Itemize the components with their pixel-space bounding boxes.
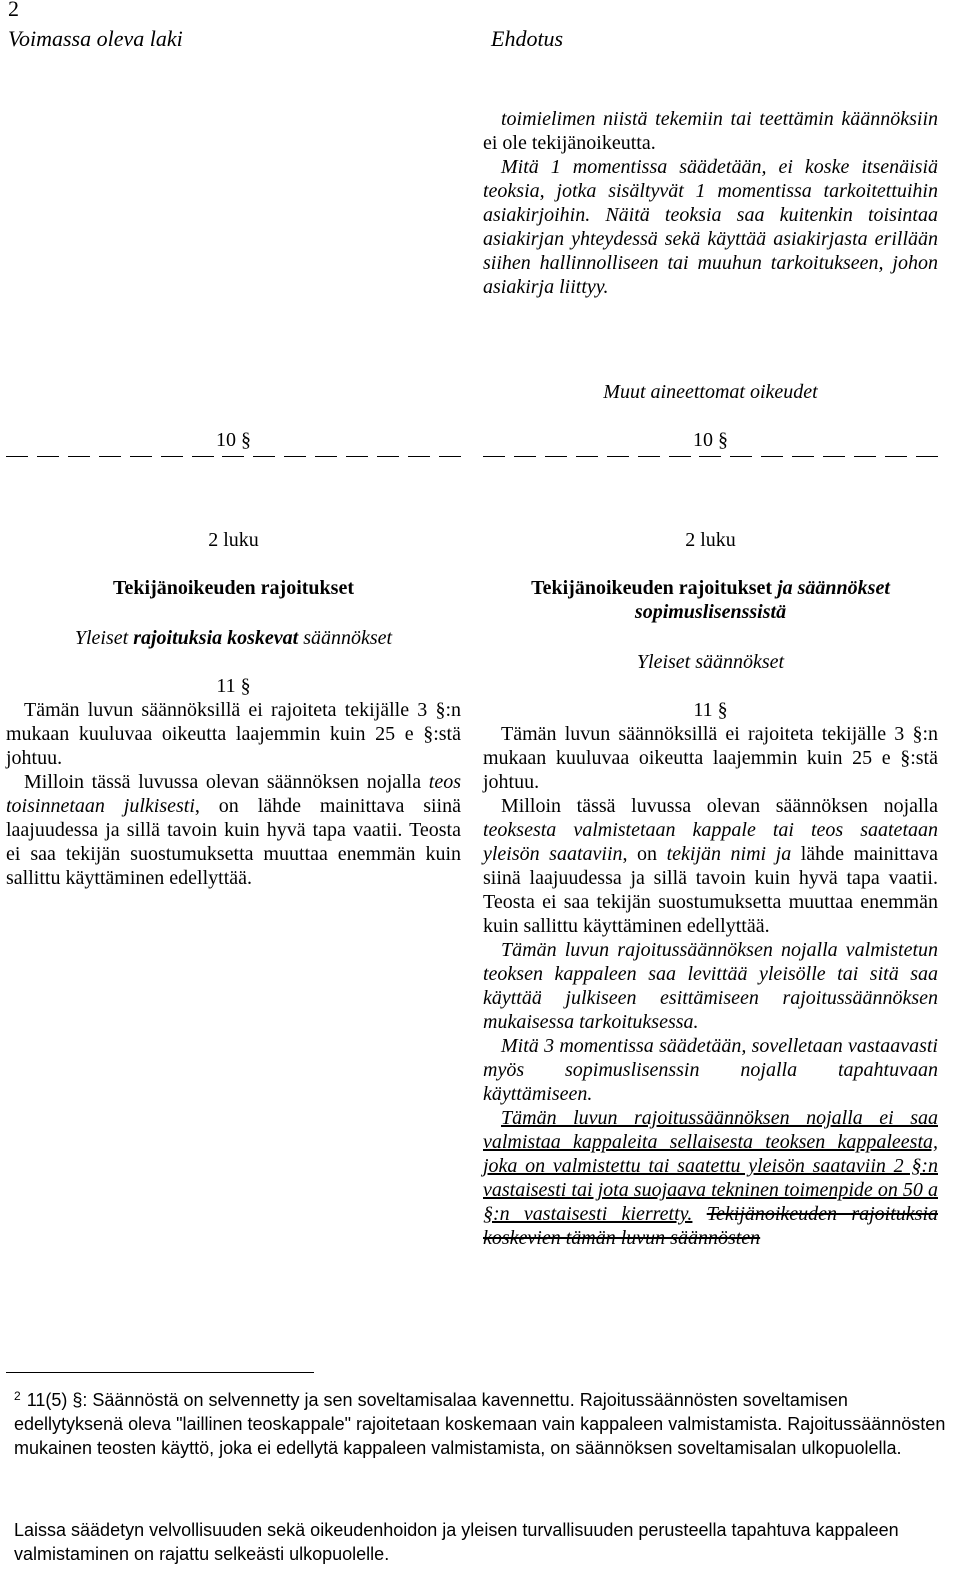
right-chapter-2 bbox=[483, 528, 938, 1250]
right-paragraph-1: Tämän luvun säännöksillä ei rajoiteta tekijälle 3 §:n mukaan kuuluvaa oikeutta laajemmin kuin 25 e §:stä johtuu. bbox=[483, 723, 938, 793]
footnote-marker: 2 bbox=[14, 1389, 21, 1403]
proposal-continuation bbox=[483, 107, 938, 299]
footnote bbox=[14, 1388, 950, 1460]
left-chapter-2 bbox=[6, 528, 461, 890]
footnote-text: 11(5) §: Säännöstä on selvennetty ja sen soveltamisalaa kavennettu. Rajoitussäännösten soveltamisen edellytyksenä oleva "laillinen teoskappale" rajoitetaan koskemaan vain kappaleen valmistamista. Rajoitussäännösten mukainen teosten käyttö, joka ei edellytä kappaleen valmistamista, on säännöksen soveltamisalan ulkopuolella. bbox=[14, 1390, 946, 1458]
right-paragraph-4: Mitä 3 momentissa säädetään, sovelletaan vastaavasti myös sopimuslisenssin nojalla tapahtuvaan käyttämiseen. bbox=[483, 1035, 938, 1105]
left-section-10-label: 10 § bbox=[216, 429, 251, 451]
header-current-law: Voimassa oleva laki bbox=[8, 26, 183, 51]
header-proposal: Ehdotus bbox=[491, 26, 564, 51]
continuation-paragraph: Mitä 1 momentissa säädetään, ei koske itsenäisiä teoksia, jotka sisältyvät 1 momentissa tarkoitettuihin asiakirjoihin. Näitä teoksia saa kuitenkin toisintaa asiakirjan yhteydessä sekä käyttää asiakirjasta erillään siihen hallinnolliseen tai muuhun tarkoitukseen, johon asiakirja liittyy. bbox=[483, 156, 938, 298]
left-section-11-label: 11 § bbox=[216, 675, 251, 697]
omission-dashes bbox=[6, 456, 461, 458]
continuation-text: ei ole tekijänoikeutta. bbox=[483, 132, 656, 154]
right-paragraph-3: Tämän luvun rajoitussäännöksen nojalla valmistetun teoksen kappaleen saa levittää yleisölle tai sitä saa käyttää julkiseen esittämiseen rajoitussäännöksen mukaisessa tarkoituksessa. bbox=[483, 939, 938, 1033]
footnote-text-2: Laissa säädetyn velvollisuuden sekä oikeudenhoidon ja yleisen turvallisuuden perusteella tapahtuva kappaleen valmistaminen on rajattu selkeästi ulkopuolelle. bbox=[14, 1520, 899, 1564]
left-chapter-label: 2 luku bbox=[208, 529, 259, 551]
right-paragraph-2: Milloin tässä luvussa olevan säännöksen nojalla teoksesta valmistetaan kappale tai teos saatetaan yleisön saataviin, on tekijän nimi ja lähde mainittava siinä laajuudessa ja sillä tavoin kuin hyvä tapa vaatii. Teosta ei saa tekijän suostumuksetta muuttaa enemmän kuin sallittu käyttäminen edellyttää. bbox=[483, 795, 938, 937]
omission-dashes bbox=[483, 456, 938, 458]
inserted-text: Tämän luvun rajoitussäännöksen nojalla ei saa valmistaa kappaleita sellaisesta teoksen kappaleesta, joka on valmistettu tai saatettu yleisön saataviin 2 §:n vastaisesti tai jota suojaava tekninen toimenpide on 50 a §:n vastaisesti kierretty. bbox=[483, 1107, 938, 1225]
right-section-10 bbox=[483, 428, 938, 458]
left-subtitle: Yleiset rajoituksia koskevat säännökset bbox=[74, 627, 393, 649]
other-rights-heading: Muut aineettomat oikeudet bbox=[603, 381, 818, 403]
right-chapter-label: 2 luku bbox=[685, 529, 736, 551]
right-section-11-label: 11 § bbox=[693, 699, 728, 721]
left-paragraph-1: Tämän luvun säännöksillä ei rajoiteta tekijälle 3 §:n mukaan kuuluvaa oikeutta laajemmin kuin 25 e §:stä johtuu. bbox=[6, 699, 461, 769]
left-section-10 bbox=[6, 428, 461, 458]
footnote-continuation bbox=[14, 1518, 950, 1566]
page-number: 2 bbox=[8, 0, 19, 21]
deleted-text: Tekijänoikeuden rajoituksia koskevien tämän luvun säännösten bbox=[483, 1203, 939, 1249]
left-chapter-title: Tekijänoikeuden rajoitukset bbox=[113, 577, 354, 599]
right-paragraph-5 bbox=[483, 1106, 938, 1250]
continuation-italic: toimielimen niistä tekemiin tai teettämin käännöksiin bbox=[501, 108, 938, 130]
right-chapter-title: Tekijänoikeuden rajoitukset ja säännökset sopimuslisenssistä bbox=[531, 577, 890, 623]
right-subtitle: Yleiset säännökset bbox=[636, 651, 785, 673]
left-paragraph-2: Milloin tässä luvussa olevan säännöksen nojalla teos toisinnetaan julkisesti, on lähde mainittava siinä laajuudessa ja sillä tavoin kuin hyvä tapa vaatii. Teosta ei saa tekijän suostumuksetta muuttaa enemmän kuin sallittu käyttäminen edellyttää. bbox=[6, 771, 461, 889]
right-section-10-label: 10 § bbox=[693, 429, 728, 451]
footnote-rule bbox=[6, 1372, 314, 1373]
